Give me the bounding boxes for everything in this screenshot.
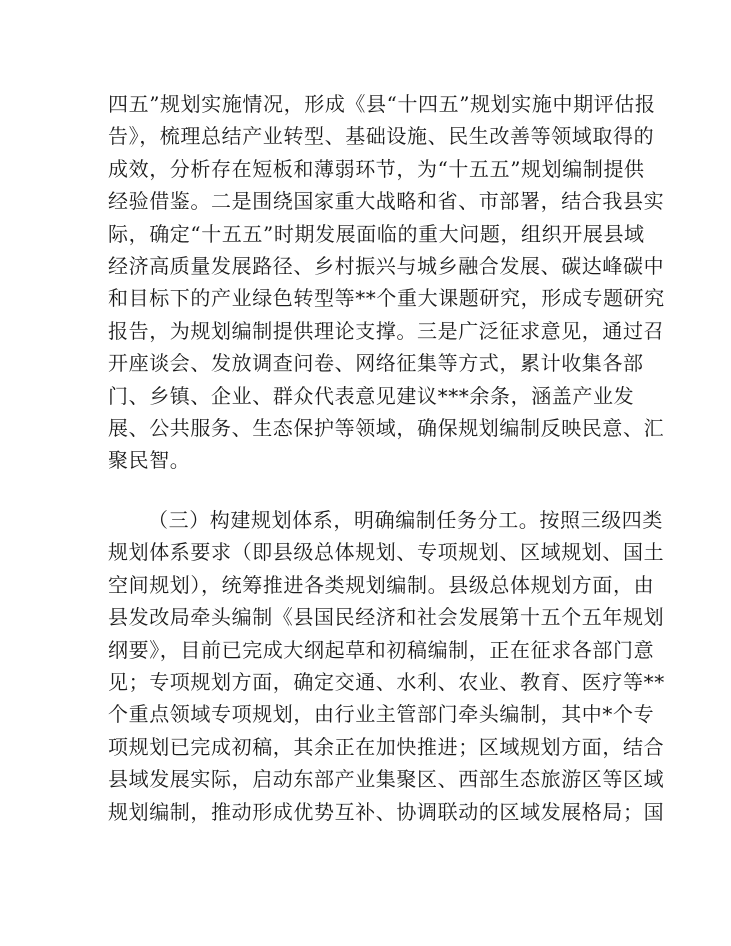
paragraph-line: 告》，梳理总结产业转型、基础设施、民生改善等领域取得的 (108, 124, 655, 149)
paragraph-line: 开座谈会、发放调查问卷、网络征集等方式，累计收集各部 (108, 351, 644, 376)
paragraph-line: 际，确定“十五五”时期发展面临的重大问题，组织开展县域 (108, 221, 645, 246)
section-heading-line: （三）构建规划体系，明确编制任务分工。按照三级四类 (148, 508, 663, 532)
paragraph-2 (108, 504, 665, 828)
paragraph-line: 空间规划），统筹推进各类规划编制。县级总体规划方面，由 (108, 572, 655, 597)
paragraph-line: 纲要》，目前已完成大纲起草和初稿编制，正在征求各部门意 (108, 637, 655, 662)
paragraph-line: 门、乡镇、企业、群众代表意见建议***余条，涵盖产业发 (108, 383, 635, 408)
paragraph-line: 四五”规划实施情况，形成《县“十四五”规划实施中期评估报 (108, 92, 656, 116)
paragraph-line: 规划编制，推动形成优势互补、协调联动的区域发展格局；国 (108, 799, 665, 824)
paragraph-line: 规划体系要求（即县级总体规划、专项规划、区域规划、国土 (108, 540, 665, 565)
paragraph-line: 经济高质量发展路径、乡村振兴与城乡融合发展、碳达峰碳中 (108, 253, 665, 278)
paragraph-line: 项规划已完成初稿，其余正在加快推进；区域规划方面，结合 (108, 734, 665, 759)
paragraph-line: 县域发展实际，启动东部产业集聚区、西部生态旅游区等区域 (108, 767, 665, 792)
paragraph-line: 见；专项规划方面，确定交通、水利、农业、教育、医疗等** (108, 669, 665, 694)
paragraph-line: 个重点领域专项规划，由行业主管部门牵头编制，其中*个专 (108, 702, 655, 727)
paragraph-line: 经验借鉴。二是围绕国家重大战略和省、市部署，结合我县实 (108, 189, 665, 214)
paragraph-line: 县发改局牵头编制《县国民经济和社会发展第十五个五年规划 (108, 605, 665, 630)
paragraph-1 (108, 88, 665, 477)
paragraph-line: 报告，为规划编制提供理论支撑。三是广泛征求意见，通过召 (108, 318, 665, 343)
paragraph-line: 和目标下的产业绿色转型等**个重大课题研究，形成专题研究 (108, 286, 665, 311)
paragraph-line: 展、公共服务、生态保护等领域，确保规划编制反映民意、汇 (108, 415, 665, 440)
paragraph-line: 聚民智。 (108, 448, 191, 473)
paragraph-line: 成效，分析存在短板和薄弱环节，为“十五五”规划编制提供 (108, 156, 645, 181)
